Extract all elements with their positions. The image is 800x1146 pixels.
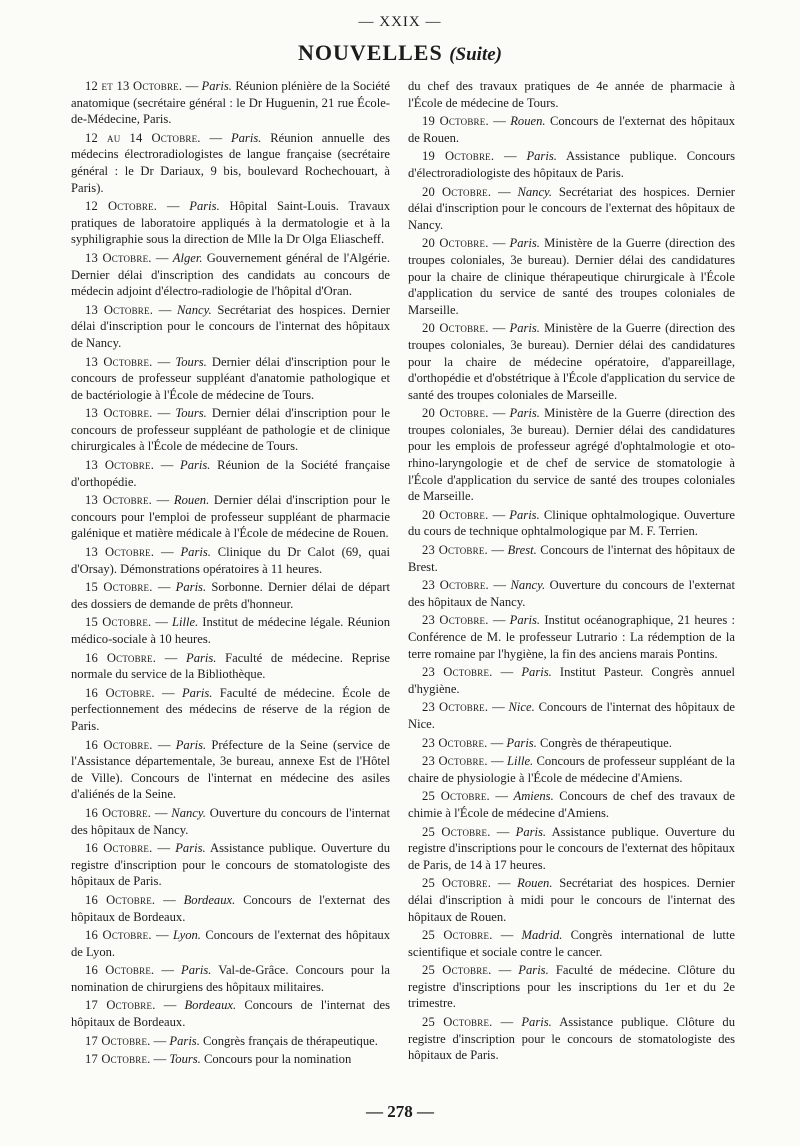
news-entry: 23 Octobre. — Nice. Concours de l'internat des hôpitaux de Nice. <box>408 700 736 731</box>
entry-city: Paris. <box>509 321 540 336</box>
entry-date: 23 Octobre. <box>422 543 488 558</box>
entry-city: Paris. <box>509 406 540 421</box>
news-entry: 13 Octobre. — Rouen. Dernier délai d'inscription pour le concours pour l'emploi de professeur suppléant de pharmacie galénique et matière médicale à l'École de médecine de Rouen. <box>71 493 391 541</box>
entry-city: Paris. <box>521 665 552 680</box>
entry-text: Concours de l'internat des hôpitaux de Brest. <box>408 543 735 574</box>
news-entry: 13 Octobre. — Paris. Clinique du Dr Calot (69, quai d'Orsay). Démonstrations opératoires à 11 heures. <box>71 545 391 576</box>
news-entry: 16 Octobre. — Paris. Préfecture de la Seine (service de l'Assistance départementale, 3e bureau, annexe Est de l'Hôtel de Ville). Concours de l'internat en médecine des asiles d'aliénés de la Seine. <box>71 737 391 802</box>
news-entry: 20 Octobre. — Paris. Ministère de la Guerre (direction des troupes coloniales, 3e bureau). Dernier délai des candidatures pour les emplois de professeur agrégé d'ophtalmologie et oto-rhino-laryngologie et de chef de service de stomatologie à l'École d'application du service de santé des troupes coloniales de Marseille. <box>408 406 735 504</box>
entry-text: Institut de médecine légale. Réunion médico-sociale à 10 heures. <box>71 615 390 646</box>
entry-city: Rouen. <box>173 493 210 508</box>
news-entry: 25 Octobre. — Madrid. Congrès international de lutte scientifique et sociale contre le cancer. <box>408 928 735 959</box>
entry-date: 12 au 14 Octobre. <box>85 130 201 145</box>
news-entry: 17 Octobre. — Paris. Congrès français de thérapeutique. <box>85 1033 378 1048</box>
entry-date: 13 Octobre. <box>85 458 155 473</box>
entry-date: 13 Octobre. <box>85 493 153 508</box>
news-entry: 15 Octobre. — Lille. Institut de médecine légale. Réunion médico-sociale à 10 heures. <box>71 615 390 646</box>
entry-date: 23 Octobre. <box>422 613 489 628</box>
news-entry: 25 Octobre. — Paris. Assistance publique. Ouverture du registre d'inscriptions pour le concours de l'externat des hôpitaux de Paris, de 14 à 17 heures. <box>408 824 735 872</box>
entry-date: 19 Octobre. <box>422 114 489 129</box>
entry-text: Ouverture du concours de l'internat des hôpitaux de Nancy. <box>71 805 391 837</box>
entry-text: Préfecture de la Seine (service de l'Assistance départementale, 3e bureau, annexe Est de l'Hôtel de Ville). Concours de l'internat en médecine des asiles d'aliénés de la Seine. <box>71 737 391 802</box>
entry-text: Concours de l'internat des hôpitaux de Nice. <box>408 700 736 731</box>
entry-text: Concours pour la nomination <box>203 1052 352 1067</box>
news-entry: 13 Octobre. — Tours. Dernier délai d'inscription pour le concours de professeur suppléant de pathologie et de clinique chirurgicales à l'École de médecine de Tours. <box>71 406 390 454</box>
entry-city: Tours. <box>169 1052 201 1067</box>
entry-date: 25 Octobre. <box>422 876 492 891</box>
entry-text: Concours de professeur suppléant de la chaire de physiologie à l'École de médecine d'Amiens. <box>408 754 735 785</box>
entry-date: 13 Octobre. <box>85 302 154 317</box>
entry-text: Institut Pasteur. Congrès annuel d'hygiène. <box>408 665 736 696</box>
news-entry: 25 Octobre. — Paris. Assistance publique. Clôture du registre d'inscription pour le concours de stomatologiste des hôpitaux de Paris. <box>408 1015 735 1063</box>
news-entry: 16 Octobre. — Paris. Faculté de médecine. École de perfectionnement des médecins de réserve de la région de Paris. <box>71 685 391 733</box>
entry-city: Paris. <box>180 458 211 473</box>
entry-date: 15 Octobre. <box>85 615 152 630</box>
entry-city: Bordeaux. <box>183 892 236 907</box>
entry-text: Congrès de thérapeutique. <box>540 735 672 750</box>
entry-text: Réunion plénière de la Société anatomique (secrétaire général : le Dr Huguenin, 21 rue École-de-Médecine, Paris. <box>71 79 390 127</box>
entry-date: 23 Octobre. <box>422 754 488 769</box>
news-entry: 23 Octobre. — Paris. Congrès de thérapeutique. <box>422 735 672 750</box>
entry-date: 25 Octobre. <box>422 963 492 978</box>
entry-text: Assistance publique. Clôture du registre d'inscription pour le concours de stomatologiste des hôpitaux de Paris. <box>408 1015 735 1063</box>
entry-text: Gouvernement général de l'Algérie. Dernier délai d'inscription des candidats au concours de médecin adjoint d'électro-radiologie de l'hôpital d'Oran. <box>71 250 391 299</box>
entry-city: Paris. <box>518 963 549 978</box>
news-entry: 23 Octobre. — Brest. Concours de l'internat des hôpitaux de Brest. <box>408 543 735 574</box>
entry-text: Sorbonne. Dernier délai de départ des dossiers de demande de prêts d'honneur. <box>71 580 390 611</box>
left-column <box>71 78 390 1070</box>
entry-city: Paris. <box>509 613 541 628</box>
news-entry: 20 Octobre. — Paris. Clinique ophtalmologique. Ouverture du cours de technique ophtalmologique par M. F. Terrien. <box>408 507 735 539</box>
news-entry: 19 Octobre. — Paris. Assistance publique. Concours d'électroradiologiste des hôpitaux de Paris. <box>408 149 735 180</box>
news-entry: 15 Octobre. — Paris. Sorbonne. Dernier délai de départ des dossiers de demande de prêts d'honneur. <box>71 580 390 611</box>
entry-city: Paris. <box>181 685 213 700</box>
news-entry: 16 Octobre. — Nancy. Ouverture du concours de l'internat des hôpitaux de Nancy. <box>71 805 391 837</box>
entry-text: Congrès français de thérapeutique. <box>203 1033 378 1048</box>
entry-text: Institut océanographique, 21 heures : Conférence de M. le professeur Lutrario : La rédemption de la terre romaine par l'hygiène, la fin des anciens marais Pontins. <box>408 613 735 661</box>
entry-date: 16 Octobre. <box>85 685 155 700</box>
news-entry: 25 Octobre. — Rouen. Secrétariat des hospices. Dernier délai d'inscription à midi pour le concours de l'internat des hôpitaux de Rouen. <box>408 876 735 924</box>
entry-date: 25 Octobre. <box>422 928 493 943</box>
entry-date: 12 Octobre. <box>85 199 158 214</box>
entry-date: 17 Octobre. <box>85 1033 151 1048</box>
entry-text: Concours de l'externat des hôpitaux de Lyon. <box>71 928 391 959</box>
entry-date: 17 Octobre. <box>85 1052 151 1067</box>
entry-city: Rouen. <box>517 876 553 891</box>
entry-text: Val-de-Grâce. Concours pour la nomination de chirurgiens des hôpitaux militaires. <box>71 963 391 994</box>
entry-text: Ouverture du concours de l'externat des hôpitaux de Nancy. <box>408 578 735 609</box>
entry-city: Nancy. <box>510 578 546 593</box>
entry-text: Ministère de la Guerre (direction des troupes coloniales, 3e bureau). Dernier délai des candidatures pour les emplois de professeur agrégé d'ophtalmologie et oto-rhino-laryngologie et de chef de service de stomatologie à l'École d'application du service de santé des troupes coloniales de Marseille. <box>408 406 735 504</box>
entry-text: Réunion de la Société française d'orthopédie. <box>71 458 391 489</box>
entry-city: Paris. <box>526 149 557 164</box>
entry-date: 25 Octobre. <box>422 789 490 804</box>
entry-date: 16 Octobre. <box>85 928 152 943</box>
entry-city: Rouen. <box>510 114 546 129</box>
entry-text: Dernier délai d'inscription pour le concours de professeur suppléant d'anatomie pathologique et de bactériologie à l'École de médecine de Tours. <box>71 354 390 402</box>
news-entry: 23 Octobre. — Paris. Institut océanographique, 21 heures : Conférence de M. le professeur Lutrario : La rédemption de la terre romaine par l'hygiène, la fin des anciens marais Pontins. <box>408 613 735 661</box>
entry-city: Alger. <box>172 250 203 265</box>
entry-date: 13 Octobre. <box>85 250 152 265</box>
news-entry: 20 Octobre. — Paris. Ministère de la Guerre (direction des troupes coloniales, 3e bureau). Dernier délai des candidatures pour la chaire de médecine opératoire, d'appareillage, d'orthopédie et d'obstétrique à l'École d'application du service de santé des troupes coloniales de Marseille. <box>408 321 735 402</box>
entry-city: Paris. <box>186 650 217 665</box>
entry-text: Dernier délai d'inscription pour le concours de professeur suppléant de pathologie et de clinique chirurgicales à l'École de médecine de Tours. <box>71 406 390 454</box>
entry-city: Paris. <box>175 737 207 752</box>
entry-city: Lille. <box>172 615 199 630</box>
entry-date: 23 Octobre. <box>422 665 493 680</box>
entry-city: Tours. <box>175 406 207 421</box>
news-entry: 13 Octobre. — Alger. Gouvernement général de l'Algérie. Dernier délai d'inscription des candidats au concours de médecin adjoint d'électro-radiologie de l'hôpital d'Oran. <box>71 250 391 299</box>
entry-date: 16 Octobre. <box>85 841 153 856</box>
entry-city: Brest. <box>507 543 537 558</box>
news-entry: 25 Octobre. — Paris. Faculté de médecine. Clôture du registre d'inscriptions pour les inscriptions du 1er et du 2e trimestre. <box>408 963 735 1011</box>
entry-city: Paris. <box>506 735 537 750</box>
entry-text: Assistance publique. Concours d'électroradiologiste des hôpitaux de Paris. <box>408 149 735 180</box>
entry-city: Paris. <box>180 545 211 560</box>
news-entry: 12 Octobre. — Paris. Hôpital Saint-Louis. Travaux pratiques de laboratoire appliqués à la dermatologie et à la syphiligraphie sous la direction de Mlle la Dr Olga Eliascheff. <box>71 199 391 247</box>
entry-text: Faculté de médecine. École de perfectionnement des médecins de réserve de la région de Paris. <box>71 685 391 733</box>
news-entry: 16 Octobre. — Paris. Faculté de médecine. Reprise normale du service de la Bibliothèque. <box>71 650 391 682</box>
entry-city: Nancy. <box>171 805 206 820</box>
entry-date: 16 Octobre. <box>85 805 152 820</box>
entry-city: Paris. <box>509 236 540 251</box>
entry-date: 20 Octobre. <box>422 236 489 251</box>
entry-text: Concours de l'internat des hôpitaux de Bordeaux. <box>71 998 390 1030</box>
entry-date: 20 Octobre. <box>422 406 489 421</box>
entry-date: 16 Octobre. <box>85 892 156 907</box>
continuation-text: du chef des travaux pratiques de 4e année de pharmacie à l'École de médecine de Tours. <box>408 79 735 110</box>
news-entry: 16 Octobre. — Bordeaux. Concours de l'externat des hôpitaux de Bordeaux. <box>71 892 391 924</box>
entry-city: Tours. <box>175 354 207 369</box>
entry-date: 16 Octobre. <box>85 963 155 978</box>
entry-text: Concours de chef des travaux de chimie à l'École de médecine d'Amiens. <box>408 789 736 820</box>
news-entry: 20 Octobre. — Nancy. Secrétariat des hospices. Dernier délai d'inscription pour le concours de l'externat des hôpitaux de Nancy. <box>408 184 735 232</box>
entry-date: 13 Octobre. <box>85 545 155 560</box>
news-entry: 19 Octobre. — Rouen. Concours de l'externat des hôpitaux de Rouen. <box>408 114 735 145</box>
entry-date: 20 Octobre. <box>422 184 492 199</box>
entry-date: 23 Octobre. <box>422 578 489 593</box>
entry-date: 25 Octobre. <box>422 824 491 839</box>
entry-text: Secrétariat des hospices. Dernier délai d'inscription pour le concours de l'externat des hôpitaux de Nancy. <box>408 184 735 232</box>
entry-date: 19 Octobre. <box>422 149 495 164</box>
entry-city: Paris. <box>521 1015 552 1030</box>
entry-date: 12 et 13 Octobre. <box>85 79 183 93</box>
news-entry: 12 au 14 Octobre. — Paris. Réunion annuelle des médecins électroradiologistes de langue française (secrétaire général : le Dr Dariaux, 9 bis, boulevard Rochechouart, à Paris). <box>71 130 391 195</box>
section-title <box>0 40 800 66</box>
entry-city: Amiens. <box>513 789 554 804</box>
entry-text: Congrès international de lutte scientifique et sociale contre le cancer. <box>408 928 735 959</box>
entry-text: Dernier délai d'inscription pour le concours pour l'emploi de professeur suppléant de pharmacie galénique et matière médicale à l'École de médecine de Rouen. <box>71 493 391 541</box>
entry-city: Nancy. <box>517 184 553 199</box>
entry-city: Paris. <box>175 841 206 856</box>
entry-city: Paris. <box>169 1033 200 1048</box>
entry-text: Assistance publique. Ouverture du registre d'inscriptions pour le concours de l'externat des hôpitaux de Paris, de 14 à 17 heures. <box>408 824 735 872</box>
news-entry: 16 Octobre. — Paris. Assistance publique. Ouverture du registre d'inscription pour le concours de stomatologiste des hôpitaux de Paris. <box>71 841 390 889</box>
entry-date: 16 Octobre. <box>85 650 157 665</box>
entry-text: Ministère de la Guerre (direction des troupes coloniales, 3e bureau). Dernier délai des candidatures pour la chaire de clinique thérapeutique chirurgicale à l'École d'application du service de santé des troupes coloniales de Marseille. <box>408 236 735 317</box>
right-column <box>408 78 735 1066</box>
entry-city: Bordeaux. <box>184 998 237 1013</box>
entry-city: Nancy. <box>177 302 212 317</box>
entry-city: Paris. <box>189 199 220 214</box>
title-suite: (Suite) <box>449 44 502 65</box>
news-entry: 17 Octobre. — Tours. Concours pour la nomination <box>85 1052 352 1067</box>
entry-date: 23 Octobre. <box>422 735 488 750</box>
title-text: NOUVELLES <box>298 40 443 65</box>
page-number: — 278 — <box>366 1102 434 1121</box>
entry-date: 25 Octobre. <box>422 1015 493 1030</box>
entry-text: Faculté de médecine. Reprise normale du service de la Bibliothèque. <box>71 650 391 682</box>
entry-text: Concours de l'externat des hôpitaux de Bordeaux. <box>71 892 391 924</box>
entry-text: Secrétariat des hospices. Dernier délai d'inscription pour le concours de l'internat des hôpitaux de Nancy. <box>71 302 390 350</box>
entry-text: Clinique du Dr Calot (69, quai d'Orsay). Démonstrations opératoires à 11 heures. <box>71 545 391 576</box>
entry-text: Assistance publique. Ouverture du registre d'inscription pour le concours de stomatologiste des hôpitaux de Paris. <box>71 841 390 889</box>
entry-text: Faculté de médecine. Clôture du registre d'inscriptions pour les inscriptions du 1er et du 2e trimestre. <box>408 963 735 1011</box>
entry-city: Lille. <box>506 754 534 769</box>
entry-date: 15 Octobre. <box>85 580 153 595</box>
roman-page-number: — XXIX — <box>358 14 442 30</box>
entry-city: Madrid. <box>521 928 563 943</box>
entry-city: Lyon. <box>173 928 201 943</box>
entry-text: Concours de l'externat des hôpitaux de Rouen. <box>408 114 735 145</box>
news-entry: 12 et 13 Octobre. — Paris. Réunion plénière de la Société anatomique (secrétaire général : le Dr Huguenin, 21 rue École-de-Médecine, Paris. <box>71 79 390 127</box>
entry-date: 13 Octobre. <box>85 354 153 369</box>
entry-city: Paris. <box>201 79 232 93</box>
news-entry: 16 Octobre. — Lyon. Concours de l'externat des hôpitaux de Lyon. <box>71 928 391 959</box>
entry-date: 23 Octobre. <box>422 700 489 715</box>
entry-city: Paris. <box>509 507 540 522</box>
entry-text: Ministère de la Guerre (direction des troupes coloniales, 3e bureau). Dernier délai des candidatures pour la chaire de médecine opératoire, d'appareillage, d'orthopédie et d'obstétrique à l'École d'application du service de santé des troupes coloniales de Marseille. <box>408 321 735 402</box>
entry-city: Nice. <box>508 700 535 715</box>
news-entry: 16 Octobre. — Paris. Val-de-Grâce. Concours pour la nomination de chirurgiens des hôpitaux militaires. <box>71 963 391 994</box>
entry-text: Clinique ophtalmologique. Ouverture du cours de technique ophtalmologique par M. F. Terrien. <box>408 507 735 539</box>
entry-city: Paris. <box>175 580 207 595</box>
news-entry: 20 Octobre. — Paris. Ministère de la Guerre (direction des troupes coloniales, 3e bureau). Dernier délai des candidatures pour la chaire de clinique thérapeutique chirurgicale à l'École d'application du service de santé des troupes coloniales de Marseille. <box>408 236 735 317</box>
entry-date: 20 Octobre. <box>422 507 489 522</box>
entry-date: 17 Octobre. <box>85 998 156 1013</box>
entry-date: 13 Octobre. <box>85 406 153 421</box>
entry-city: Paris. <box>181 963 212 978</box>
entry-text: Réunion annuelle des médecins électroradiologistes de langue française (secrétaire général : le Dr Dariaux, 9 bis, boulevard Rochechouart, à Paris). <box>71 130 391 195</box>
news-entry: 13 Octobre. — Nancy. Secrétariat des hospices. Dernier délai d'inscription pour le concours de l'internat des hôpitaux de Nancy. <box>71 302 390 350</box>
news-entry: 23 Octobre. — Paris. Institut Pasteur. Congrès annuel d'hygiène. <box>408 665 736 696</box>
entry-text: Hôpital Saint-Louis. Travaux pratiques de laboratoire appliqués à la dermatologie et à la syphiligraphie sous la direction de Mlle la Dr Olga Eliascheff. <box>71 199 391 247</box>
news-entry: 13 Octobre. — Tours. Dernier délai d'inscription pour le concours de professeur suppléant d'anatomie pathologique et de bactériologie à l'École de médecine de Tours. <box>71 354 390 402</box>
entry-text: Secrétariat des hospices. Dernier délai d'inscription à midi pour le concours de l'internat des hôpitaux de Rouen. <box>408 876 735 924</box>
entry-date: 20 Octobre. <box>422 321 489 336</box>
news-entry: 23 Octobre. — Lille. Concours de professeur suppléant de la chaire de physiologie à l'École de médecine d'Amiens. <box>408 754 735 785</box>
entry-date: 16 Octobre. <box>85 737 153 752</box>
entry-city: Paris. <box>515 824 547 839</box>
news-entry: 13 Octobre. — Paris. Réunion de la Société française d'orthopédie. <box>71 458 391 489</box>
entry-city: Paris. <box>230 130 262 145</box>
news-entry: 23 Octobre. — Nancy. Ouverture du concours de l'externat des hôpitaux de Nancy. <box>408 578 735 609</box>
news-entry: 25 Octobre. — Amiens. Concours de chef des travaux de chimie à l'École de médecine d'Amiens. <box>408 789 736 820</box>
news-entry: 17 Octobre. — Bordeaux. Concours de l'internat des hôpitaux de Bordeaux. <box>71 998 390 1030</box>
